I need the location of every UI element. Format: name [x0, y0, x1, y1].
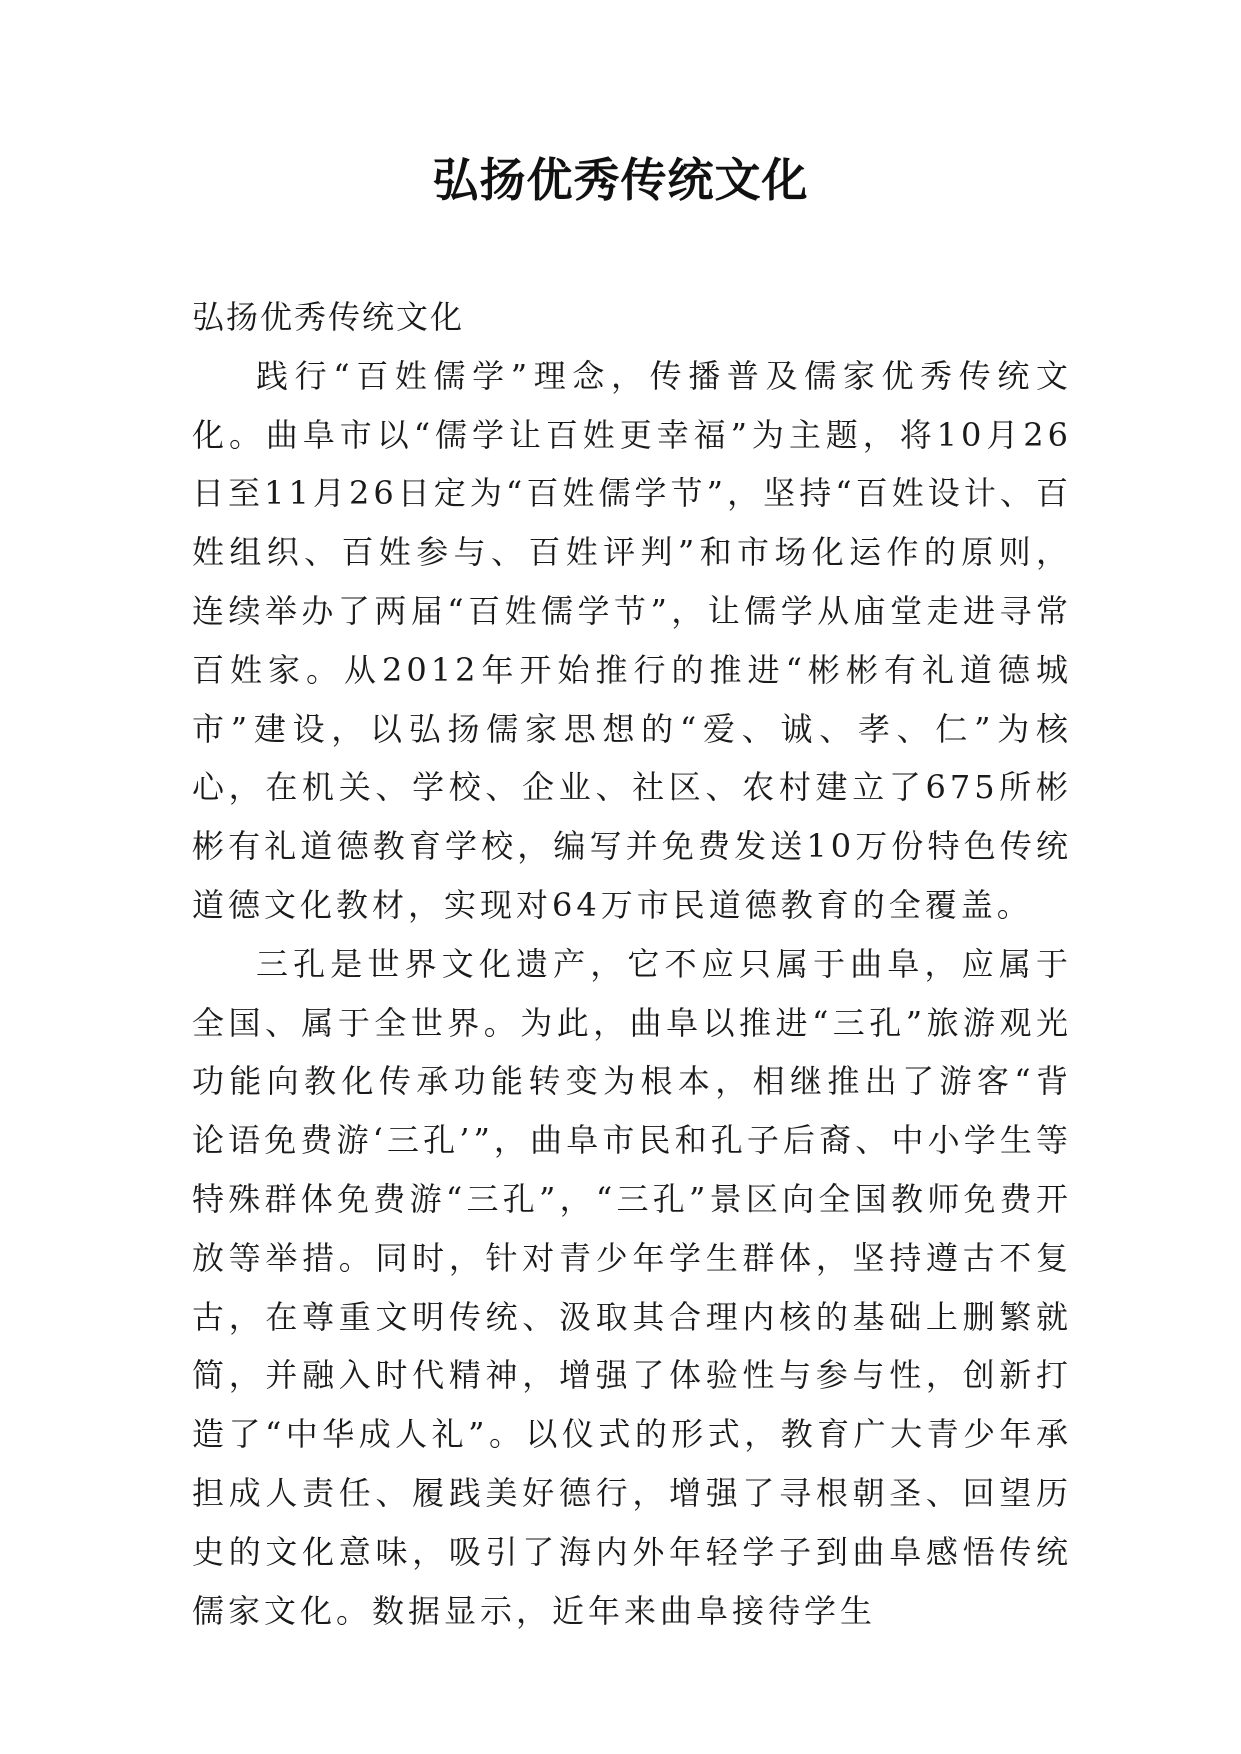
document-title: 弘扬优秀传统文化: [432, 153, 809, 207]
paragraph-2: 三孔是世界文化遗产，它不应只属于曲阜，应属于全国、属于全世界。为此，曲阜以推进“三孔”旅游观光功能向教化传承功能转变为根本，相继推出了游客“背论语免费游‘三孔’”，曲阜市民和孔子后裔、中小学生等特殊群体免费游“三孔”，“三孔”景区向全国教师免费开放等举措。同时，针对青少年学生群体，坚持遵古不复古，在尊重文明传统、汲取其合理内核的基础上删繁就简，并融入时代精神，增强了体验性与参与性，创新打造了“中华成人礼”。以仪式的形式，教育广大青少年承担成人责任、履践美好德行，增强了寻根朝圣、回望历史的文化意味，吸引了海内外年轻学子到曲阜感悟传统儒家文化。数据显示，近年来曲阜接待学生: [192, 944, 1072, 1630]
document-subtitle: 弘扬优秀传统文化: [192, 298, 465, 336]
paragraph-1: 践行“百姓儒学”理念，传播普及儒家优秀传统文化。曲阜市以“儒学让百姓更幸福”为主题，将10月26日至11月26日定为“百姓儒学节”，坚持“百姓设计、百姓组织、百姓参与、百姓评判”和市场化运作的原则，连续举办了两届“百姓儒学节”，让儒学从庙堂走进寻常百姓家。从2012年开始推行的推进“彬彬有礼道德城市”建设，以弘扬儒家思想的“爱、诚、孝、仁”为核心，在机关、学校、企业、社区、农村建立了675所彬彬有礼道德教育学校，编写并免费发送10万份特色传统道德文化教材，实现对64万市民道德教育的全覆盖。: [192, 356, 1072, 924]
document-body: [192, 288, 1072, 1640]
